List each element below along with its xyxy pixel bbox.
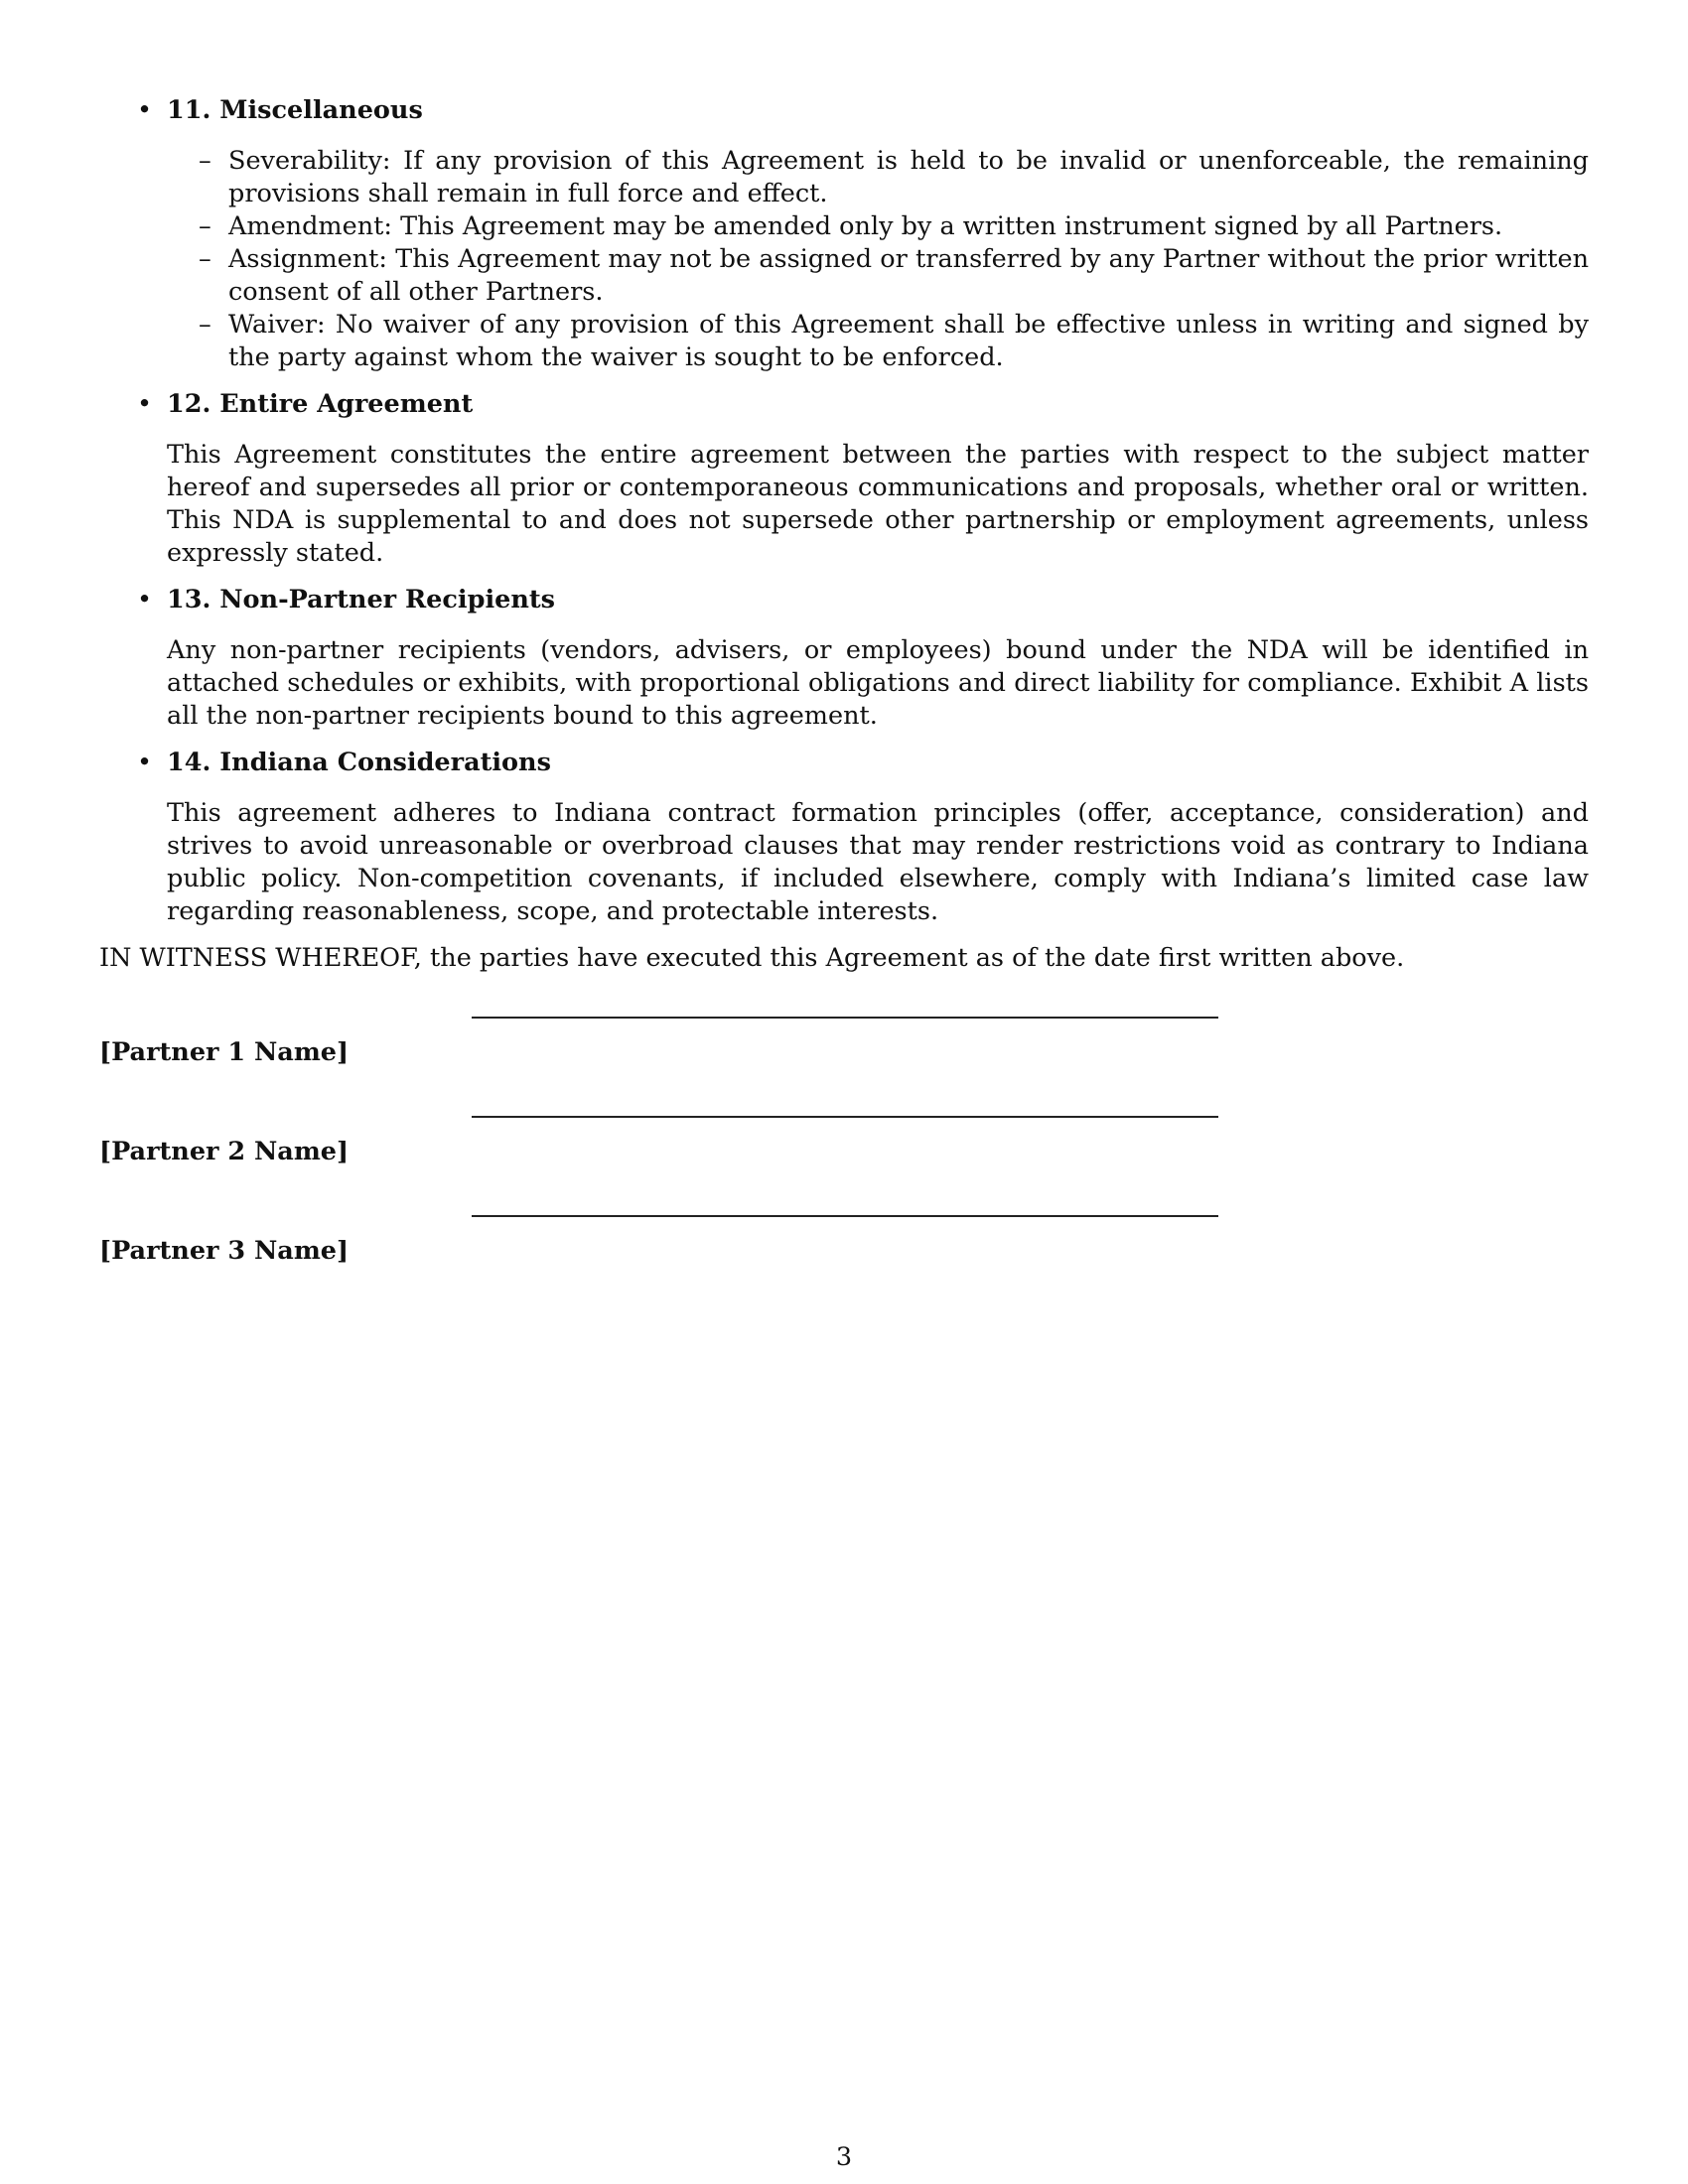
witness-statement: IN WITNESS WHEREOF, the parties have executed this Agreement as of the date first written above. <box>99 943 1405 973</box>
section-entire-agreement <box>137 388 1589 570</box>
section-body: This Agreement constitutes the entire agreement between the parties with respect to the subject matter hereof and supersedes all prior or contemporaneous communications and proposals, whether oral or written. This NDA is supplemental to and does not supersede other partnership or employment agreements, unless expressly stated. <box>167 440 1589 568</box>
section-heading-text: 11. Miscellaneous <box>167 95 423 125</box>
section-heading-text: 12. Entire Agreement <box>167 389 474 419</box>
dash-icon: – <box>199 211 211 241</box>
bullet-icon: • <box>137 95 153 125</box>
signature-line-1 <box>472 1017 1218 1019</box>
bullet-icon: • <box>137 748 153 777</box>
section-heading-12 <box>137 388 1589 421</box>
page-number: 3 <box>835 2142 853 2172</box>
signatory-name-2: [Partner 2 Name] <box>99 1137 350 1166</box>
list-item-waiver <box>199 309 1589 374</box>
section-non-partner-recipients <box>137 584 1589 733</box>
list-item-assignment <box>199 243 1589 309</box>
section-heading-text: 14. Indiana Considerations <box>167 748 551 777</box>
section-heading-14 <box>137 747 1589 779</box>
list-item-text: Assignment: This Agreement may not be assigned or transferred by any Partner without the prior written consent of all other Partners. <box>228 244 1589 307</box>
section-heading-11 <box>137 94 1589 127</box>
signatory-name-1: [Partner 1 Name] <box>99 1037 350 1067</box>
list-item-text: Waiver: No waiver of any provision of this Agreement shall be effective unless in writing and signed by the party against whom the waiver is sought to be enforced. <box>228 310 1589 372</box>
list-item-text: Severability: If any provision of this Agreement is held to be invalid or unenforceable, the remaining provisions shall remain in full force and effect. <box>228 146 1589 208</box>
section-heading-13 <box>137 584 1589 616</box>
section-indiana-considerations <box>137 747 1589 928</box>
signature-block <box>99 975 1589 1273</box>
miscellaneous-list <box>167 145 1589 374</box>
dash-icon: – <box>199 244 211 274</box>
section-body: Any non-partner recipients (vendors, advisers, or employees) bound under the NDA will be identified in attached schedules or exhibits, with proportional obligations and direct liability for compliance. Exhibit A lists all the non-partner recipients bound to this agreement. <box>167 635 1589 731</box>
document-page <box>99 94 1589 1273</box>
bullet-icon: • <box>137 585 153 614</box>
list-item-amendment <box>199 210 1589 243</box>
section-body: This agreement adheres to Indiana contract formation principles (offer, acceptance, consideration) and strives to avoid unreasonable or overbroad clauses that may render restrictions void as contrary to Indiana public policy. Non-competition covenants, if included elsewhere, comply with Indiana’s limited case law regarding reasonableness, scope, and protectable interests. <box>167 798 1589 926</box>
bullet-icon: • <box>137 389 153 419</box>
list-item-text: Amendment: This Agreement may be amended only by a written instrument signed by all Partners. <box>228 211 1503 241</box>
dash-icon: – <box>199 146 211 176</box>
signatory-name-3: [Partner 3 Name] <box>99 1236 350 1266</box>
signature-line-3 <box>472 1215 1218 1217</box>
list-item-severability <box>199 145 1589 210</box>
signature-line-2 <box>472 1116 1218 1118</box>
section-heading-text: 13. Non-Partner Recipients <box>167 585 556 614</box>
dash-icon: – <box>199 310 211 340</box>
section-miscellaneous <box>137 94 1589 374</box>
